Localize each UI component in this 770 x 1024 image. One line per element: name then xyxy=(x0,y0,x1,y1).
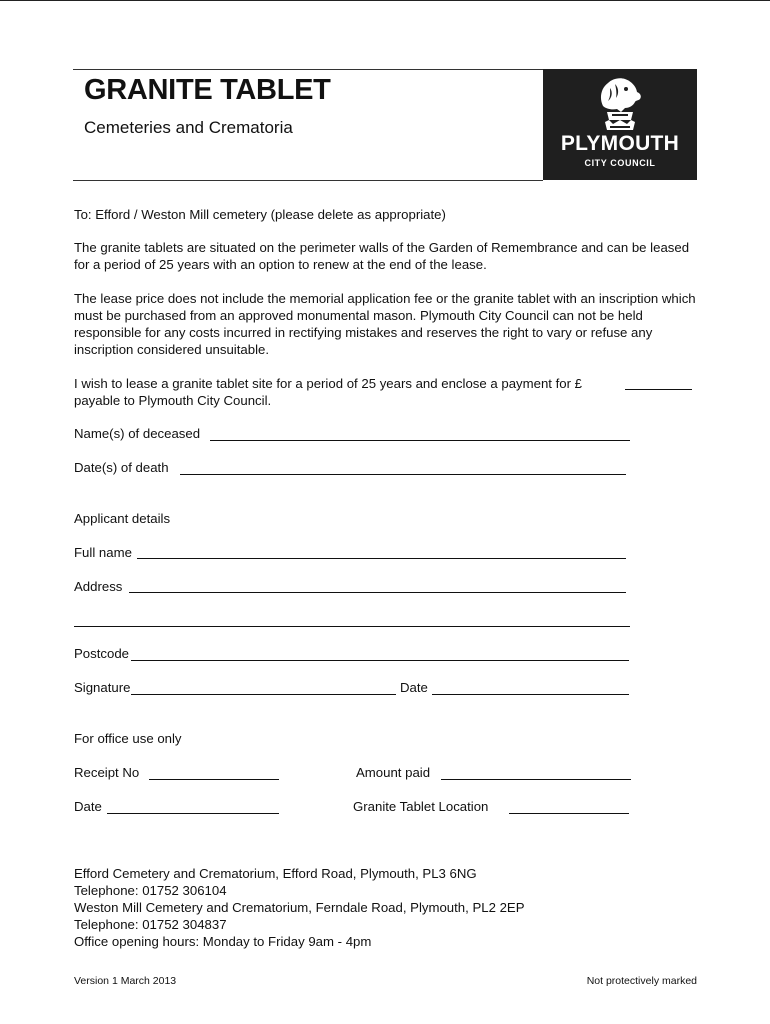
tablets-paragraph: The granite tablets are situated on the perimeter walls of the Garden of Remembrance and can be leased for a period of 25 years with an option to renew at the end of the lease. xyxy=(74,240,690,272)
full-name-field[interactable] xyxy=(137,558,626,559)
efford-address: Efford Cemetery and Crematorium, Efford Road, Plymouth, PL3 6NG xyxy=(74,866,477,881)
office-heading: For office use only xyxy=(74,731,182,746)
signature-field[interactable] xyxy=(131,694,396,695)
efford-telephone: Telephone: 01752 306104 xyxy=(74,883,227,898)
header-bottom-rule xyxy=(73,180,543,181)
tablet-location-label: Granite Tablet Location xyxy=(353,799,489,814)
payable-statement: payable to Plymouth City Council. xyxy=(74,393,272,408)
page-title: GRANITE TABLET xyxy=(84,74,331,106)
logo-name: PLYMOUTH xyxy=(560,132,680,155)
deceased-name-field[interactable] xyxy=(210,440,630,441)
payment-amount-field[interactable] xyxy=(625,389,692,390)
to-line: To: Efford / Weston Mill cemetery (please delete as appropriate) xyxy=(74,207,446,222)
amount-paid-field[interactable] xyxy=(441,779,631,780)
postcode-label: Postcode xyxy=(74,646,129,661)
page-subtitle: Cemeteries and Crematoria xyxy=(84,118,293,137)
signature-label: Signature xyxy=(74,680,131,695)
tablet-location-field[interactable] xyxy=(509,813,629,814)
address-field[interactable] xyxy=(129,592,626,593)
payment-statement: I wish to lease a granite tablet site for a period of 25 years and enclose a payment for £ xyxy=(74,376,583,391)
receipt-label: Receipt No xyxy=(74,765,140,780)
council-logo xyxy=(543,69,697,180)
deceased-name-label: Name(s) of deceased xyxy=(74,426,201,441)
lease-price-paragraph: The lease price does not include the memorial application fee or the granite tablet with an inscription which must be purchased from an approved monumental mason. Plymouth City Council can not be held responsible for any costs incurred in rectifying mistakes and reserves the right to vary or refuse any inscription considered unsuitable. xyxy=(74,291,696,357)
address-field-line-2[interactable] xyxy=(74,626,630,627)
address-label: Address xyxy=(74,579,123,594)
weston-mill-address: Weston Mill Cemetery and Crematorium, Ferndale Road, Plymouth, PL2 2EP xyxy=(74,900,525,915)
date-label: Date xyxy=(400,680,428,695)
contact-details xyxy=(74,865,525,950)
lion-crest-icon xyxy=(595,76,645,132)
amount-paid-label: Amount paid xyxy=(356,765,431,780)
death-date-label: Date(s) of death xyxy=(74,460,169,475)
protective-marking: Not protectively marked xyxy=(586,975,697,987)
office-date-field[interactable] xyxy=(107,813,279,814)
receipt-field[interactable] xyxy=(149,779,279,780)
version-text: Version 1 March 2013 xyxy=(74,975,177,987)
page-top-rule xyxy=(0,0,770,1)
logo-subname: CITY COUNCIL xyxy=(584,158,656,168)
full-name-label: Full name xyxy=(74,545,132,560)
date-field[interactable] xyxy=(432,694,629,695)
office-date-label: Date xyxy=(74,799,102,814)
weston-mill-telephone: Telephone: 01752 304837 xyxy=(74,917,227,932)
postcode-field[interactable] xyxy=(131,660,629,661)
opening-hours: Office opening hours: Monday to Friday 9am - 4pm xyxy=(74,934,372,949)
applicant-heading: Applicant details xyxy=(74,511,171,526)
death-date-field[interactable] xyxy=(180,474,626,475)
